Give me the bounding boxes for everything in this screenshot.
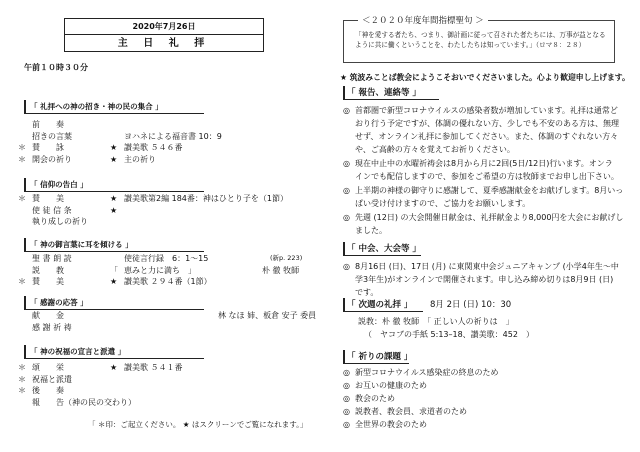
section-word-title: 「 神の御言葉に耳を傾ける 」	[30, 240, 133, 249]
service-item-label: 賛 詠	[32, 143, 64, 152]
service-item-label: 祝福と派遣	[32, 374, 72, 384]
section-reports-title: 「 報告、連絡等 」	[347, 88, 421, 98]
circle-bullet-icon: ◎	[343, 407, 350, 416]
service-item-label: 説 教	[32, 265, 64, 275]
service-item-label: 招きの言葉	[32, 131, 72, 141]
service-item-label: 報 告（神の民の交わり）	[32, 397, 136, 407]
star-icon: ★	[110, 363, 118, 372]
quote-mark: 「	[110, 265, 118, 275]
service-item-label: 献 金	[32, 311, 64, 320]
report-item: ◎ 先週 (12日) の大会開催日献金は、礼拝献金より8,000円を大会にお献げし ました。	[343, 213, 624, 235]
circle-bullet-icon: ◎	[343, 262, 350, 271]
star-icon: ★	[110, 143, 118, 152]
service-item-label: 感 謝 祈 祷	[32, 322, 72, 332]
service-item-label: 前 奏	[32, 120, 64, 129]
assembly-item: ◎ 8月16日 (日)、17日 (月) に東関東中会ジュニアキャンプ (小学4年生～中 学3年生)がオンラインで開催されます。申し込み締め切りは8月9日 (日) です。	[343, 262, 619, 297]
report-item: ◎ 現在中止中の水曜祈祷会は8月から月に2回(5日/12日)行います。オンラ インでも配信しますので、参加をご希望の方は牧師までお申し出下さい。	[343, 159, 619, 181]
service-item-detail: 使徒言行録 6：1～15	[124, 254, 209, 263]
annual-verse-text	[355, 30, 610, 50]
circle-bullet-icon: ◎	[343, 394, 350, 403]
service-item-label: 賛 美	[32, 277, 64, 286]
standing-mark: ＊	[18, 363, 26, 372]
service-item-detail: ヨハネによる福音書 10：9	[124, 131, 222, 141]
annual-verse-line: 「神を愛する者たち、つまり、御計画に従って召された者たちには、万事が益となる	[355, 31, 606, 39]
prayer-item: 教会のため	[355, 394, 395, 403]
circle-bullet-icon: ◎	[343, 420, 350, 429]
section-assembly-title: 「 中会、大会等 」	[347, 244, 421, 254]
service-item-label: 開会の祈り	[32, 154, 72, 164]
service-item-detail: 讃美歌 ５４６番	[124, 143, 183, 152]
service-item-detail: 讃美歌第2編 184番：神はひとり子を（1節）	[124, 194, 288, 203]
welcome-message: ★ 筑波みことば教会にようこそおいでくださいました。心より歓迎申し上げます。	[340, 73, 630, 82]
service-item-label: 賛 美	[32, 194, 64, 203]
circle-bullet-icon: ◎	[343, 159, 350, 168]
circle-bullet-icon: ◎	[343, 381, 350, 390]
circle-bullet-icon: ◎	[343, 213, 350, 222]
report-item: ◎ 首都圏で新型コロナウイルスの感染者数が増加しています。礼拝は通常ど おり行う予定ですが、体調の優れない方、少しでも不安のある方は、無理 せず、オンライン礼拝に参加してください。また、体調のすぐれない方々 や、ご高齢の方々を覚えてお祈りください。	[343, 106, 619, 154]
standing-mark: ＊	[18, 374, 26, 384]
prayer-item: 全世界の教会のため	[355, 420, 427, 429]
service-item-label: 後 奏	[32, 386, 64, 395]
next-service-date: 8月 2日 (日) 10：30	[430, 300, 512, 310]
section-prayer-title: 「 祈りの課題 」	[347, 352, 413, 362]
standing-mark: ＊	[18, 277, 26, 286]
annual-verse-line: ように共に働くということを、わたしたちは知っています。」（ロマ８：２８）	[355, 41, 586, 49]
service-item-note: 朴 徹 牧師	[262, 265, 300, 275]
service-title: 主 日 礼 拝	[117, 38, 211, 49]
service-item-detail: 讃美歌 ５４１番	[124, 363, 183, 372]
footnote: 「 ＊印：ご起立ください。 ★ はスクリーンでご覧になれます。」	[88, 420, 308, 429]
service-item-detail: 恵みと力に満ち 」	[124, 265, 196, 275]
star-icon: ★	[110, 194, 118, 203]
section-blessing-title: 「 神の祝福の宣言と派遣 」	[30, 347, 126, 356]
prayer-item: 新型コロナウイルス感染症の終息のため	[355, 368, 499, 377]
service-date: 2020年7月26日	[65, 19, 263, 35]
prayer-item: お互いの健康のため	[355, 381, 427, 390]
service-item-detail: 讃美歌 ２９４番（1節）	[124, 277, 212, 286]
circle-bullet-icon: ◎	[343, 368, 350, 377]
service-time: 午前１０時３０分	[24, 63, 88, 72]
service-item-detail: 主の祈り	[124, 154, 156, 164]
section-response-title: 「 感謝の応答 」	[30, 298, 88, 307]
report-item: ◎ 上半期の神様の御守りに感謝して、夏季感謝献金をお献げします。8月いっ ぱい受け付けますので、ご協力をお願いします。	[343, 186, 624, 208]
circle-bullet-icon: ◎	[343, 106, 350, 115]
standing-mark: ＊	[18, 154, 26, 164]
service-item-note: 林 なほ 姉、板倉 安子 委員	[218, 311, 317, 320]
standing-mark: ＊	[18, 143, 26, 152]
circle-bullet-icon: ◎	[343, 186, 350, 195]
standing-mark: ＊	[18, 386, 26, 395]
next-sermon: 説教：朴 徹 牧師 「 正しい人の祈りは 」	[358, 317, 514, 326]
section-next-title: 「 次週の礼拝 」	[347, 300, 413, 310]
next-scripture: （ ヤコブの手紙 5:13–18、讃美歌：452 ）	[364, 330, 534, 339]
star-icon: ★	[110, 154, 118, 164]
prayer-item: 説教者、教会員、求道者のため	[355, 407, 467, 416]
annual-verse-heading: ＜２０２０年度年間指標聖句 ＞	[358, 15, 488, 27]
service-item-label: 執り成しの祈り	[32, 217, 88, 226]
service-item-label: 頌 栄	[32, 363, 64, 372]
service-item-label: 使 徒 信 条	[32, 205, 72, 215]
service-item-note: (新p. 223)	[270, 254, 303, 262]
date-title-box	[64, 18, 264, 52]
star-icon: ★	[110, 205, 118, 215]
standing-mark: ＊	[18, 194, 26, 203]
section-confession-title: 「 信仰の告白 」	[30, 180, 88, 189]
section-call-title: 「 礼拝への神の招き・神の民の集合 」	[30, 102, 163, 111]
star-icon: ★	[110, 277, 118, 286]
service-item-label: 聖 書 朗 読	[32, 254, 72, 263]
